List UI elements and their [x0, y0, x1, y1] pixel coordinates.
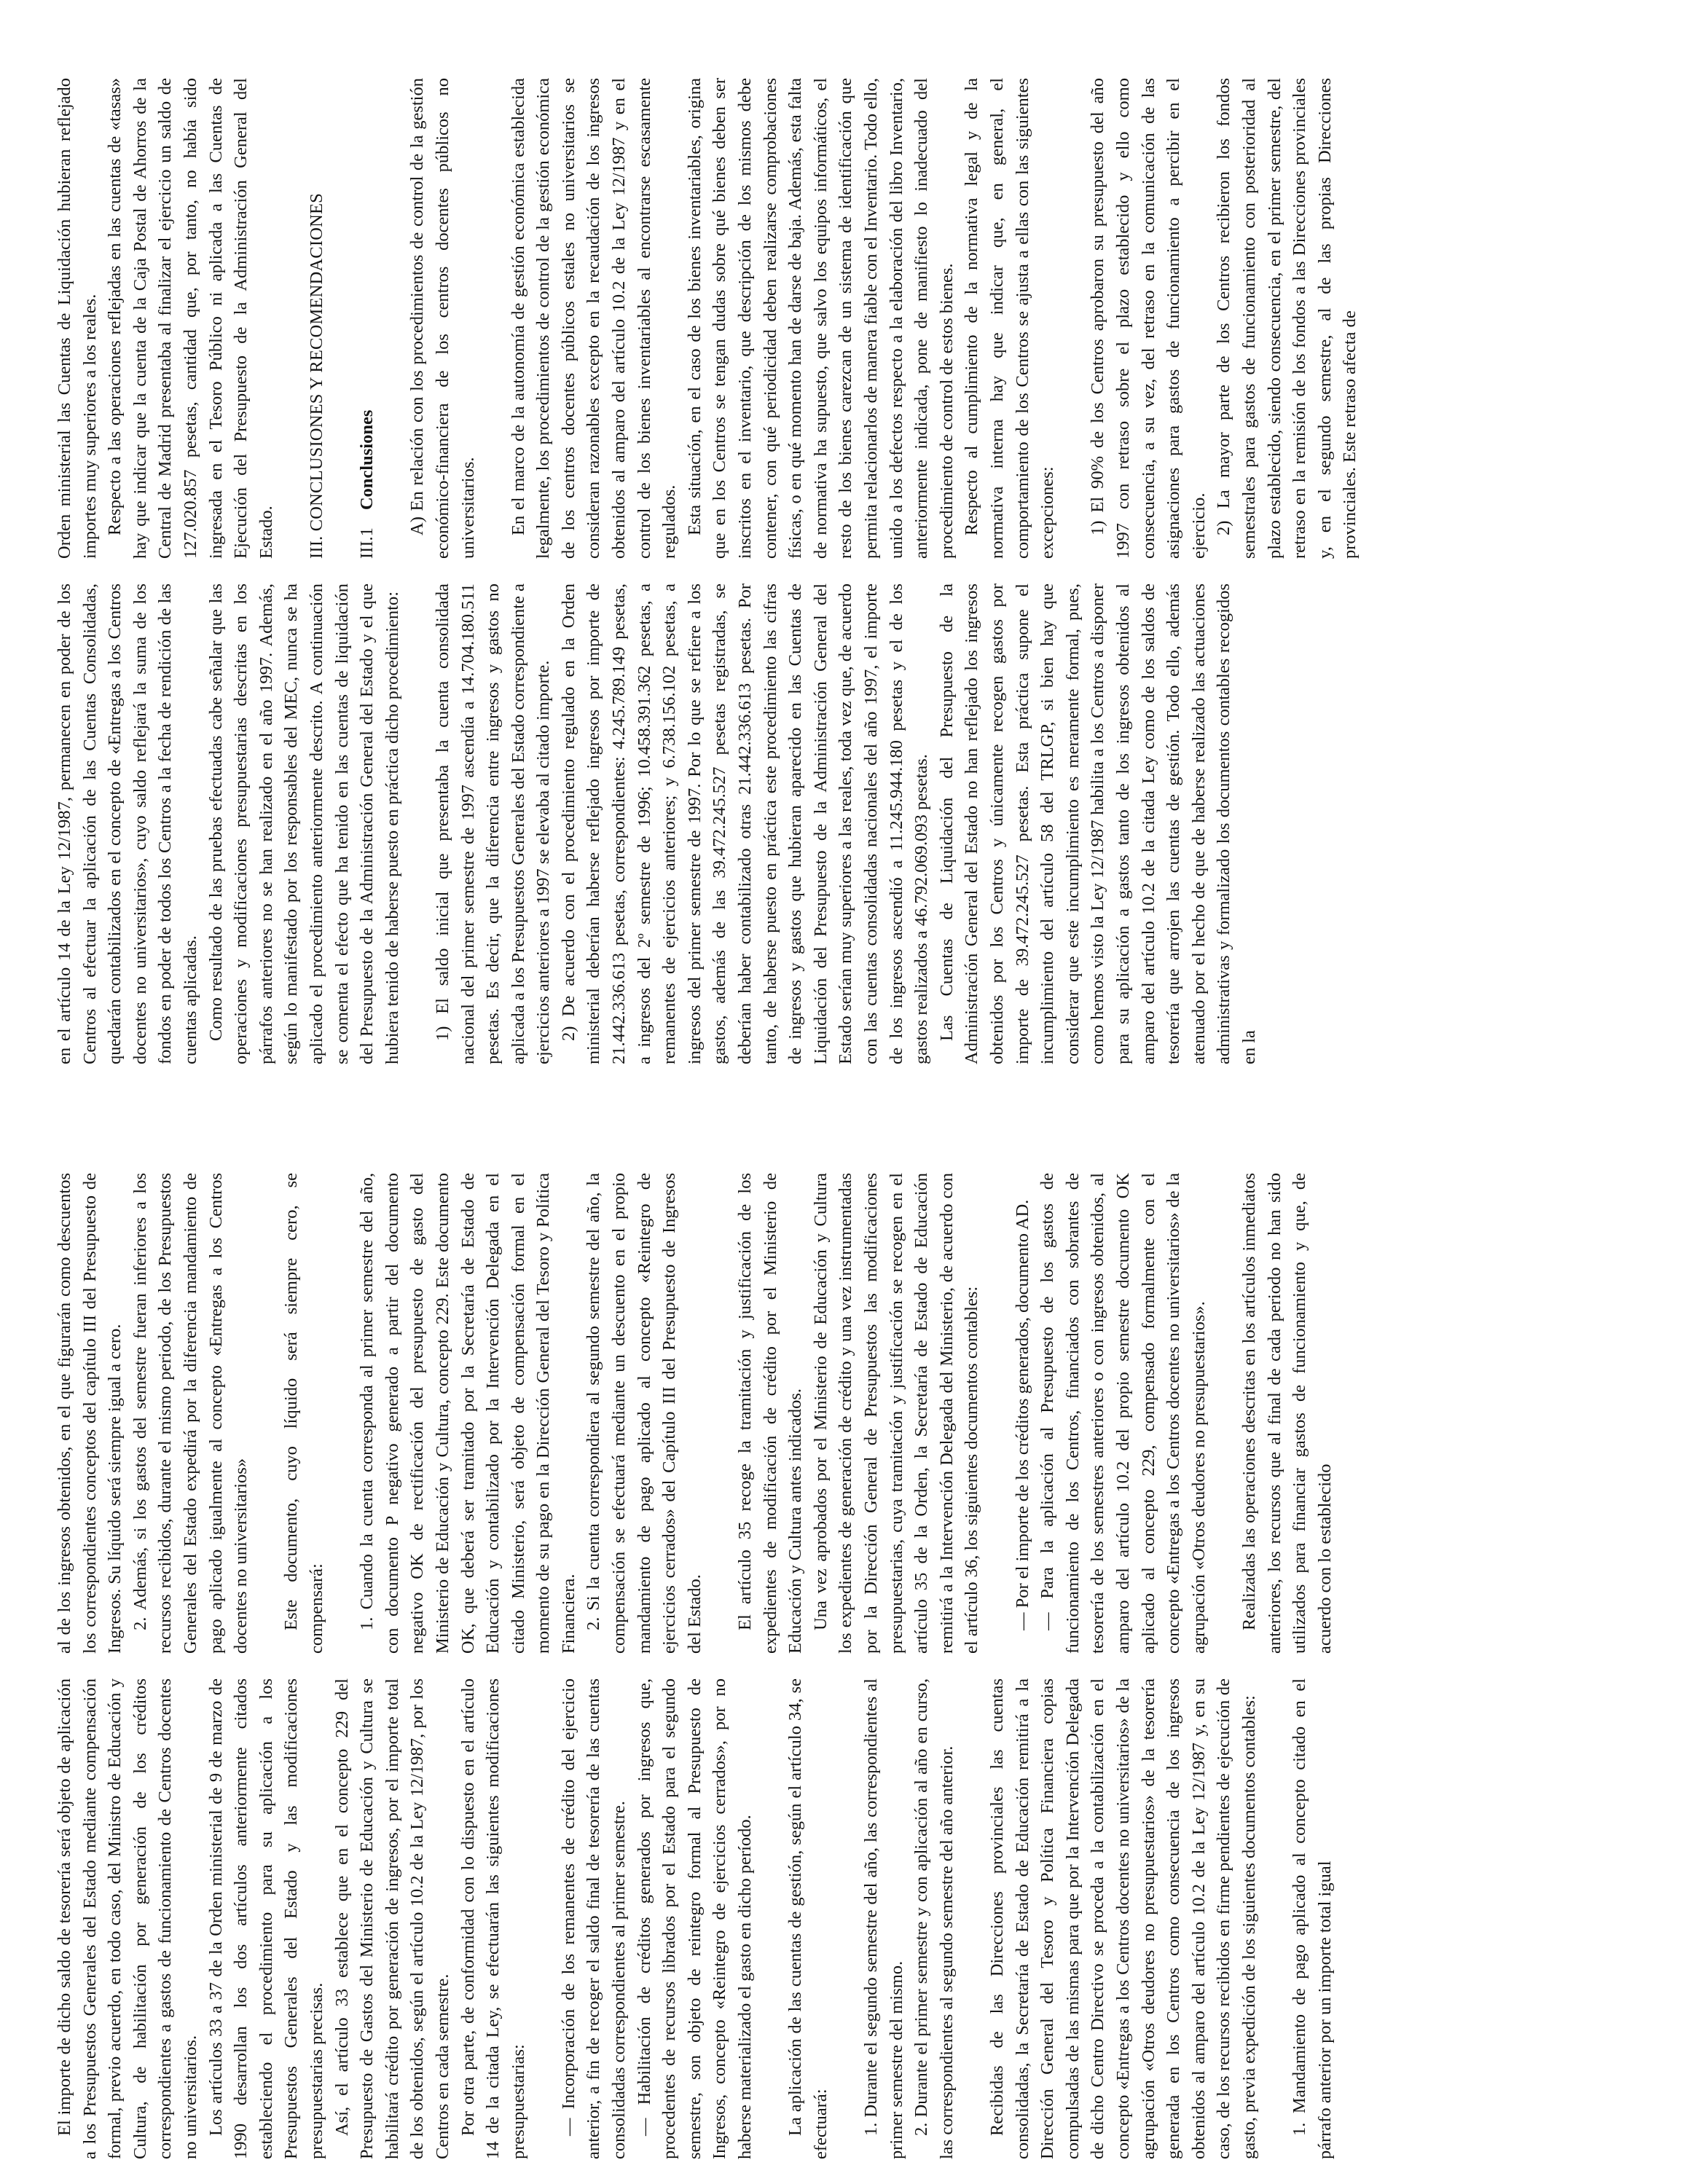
paragraph: La aplicación de las cuentas de gestión, según el artículo 34, se efectuará: [785, 1678, 831, 2159]
paragraph: — Para la aplicación al Presupuesto de los gastos de funcionamiento de los Centros, financiados con sobrantes de tesorería de los semestres anteriores o con ingresos obtenidos, al amparo del artículo 10.2 del propio semestre documento OK aplicado al concepto 229, compensado formalmente con el concepto «Entregas a los Centros docentes no universitarios» de la agrupación «Otros deudores no presupuestarios». [1037, 1173, 1209, 1654]
paragraph: 1) El saldo inicial que presentaba la cuenta consolidada nacional del primer semestre de 1997 ascendía a 14.704.180.511 pesetas. Es decir, que la diferencia entre ingresos y gastos no aplicada a los Presupuestos Generales del Estado correspondiente a ejercicios anteriores a 1997 se elevaba al citado importe. [432, 584, 554, 1064]
paragraph: 1. Mandamiento de pago aplicado al concepto citado en el párrafo anterior por un importe total igual [1290, 1678, 1335, 2159]
paragraph: Recibidas de las Direcciones provinciales las cuentas consolidadas, la Secretaría de Estado de Educación remitirá a la Dirección General del Tesoro y Política Financiera copias compulsadas de las mismas para que por la Intervención Delegada de dicho Centro Directivo se proceda a la contabilización en el concepto «Entregas a los Centros docentes no universitarios» de la agrupación «Otros deudores no presupuestarios» de la tesorería generada en los Centros como consecuencia de los ingresos obtenidos al amparo del artículo 10.2 de la Ley 12/1987 y, en su caso, de los recursos recibidos en firme pendientes de ejecución de gasto, previa expedición de los siguientes documentos contables: [986, 1678, 1259, 2159]
paragraph: al de los ingresos obtenidos, en el que figurarán como descuentos los correspondientes conceptos del capítulo III del Presupuesto de Ingresos. Su líquido será siempre igual a cero. [55, 1173, 125, 1654]
paragraph: 2. Durante el primer semestre y con aplicación al año en curso, las correspondientes al segundo semestre del año anterior. [911, 1678, 957, 2159]
paragraph: El artículo 35 recoge la tramitación y justificación de los expedientes de modificación de crédito por el Ministerio de Educación y Cultura antes indicados. [735, 1173, 806, 1654]
paragraph: — Incorporación de los remanentes de crédito del ejercicio anterior, a fin de recoger el saldo final de tesorería de las cuentas consolidadas correspondientes al primer semestre. [558, 1678, 629, 2159]
paragraph: A) En relación con los procedimientos de control de la gestión económico-financiera de los centros docentes públicos no universitarios. [407, 78, 478, 559]
paragraph: El importe de dicho saldo de tesorería será objeto de aplicación a los Presupuestos Generales del Estado mediante compensación formal, previo acuerdo, en todo caso, del Ministro de Educación y Cultura, de habilitación por generación de los créditos correspondientes a gastos de funcionamiento de Centros docentes no universitarios. [55, 1678, 200, 2159]
subsection-number: III.1 [357, 527, 377, 559]
paragraph: 2) La mayor parte de los Centros recibieron los fondos semestrales para gastos de funcionamiento con posterioridad al plazo establecido, siendo consecuencia, en el primer semestre, del retraso en la remisión de los fondos a las Direcciones provinciales y, en el segundo semestre, al de las propias Direcciones provinciales. Este retraso afecta de [1214, 78, 1360, 559]
paragraph: — Habilitación de créditos generados por ingresos que, procedentes de recursos librados por el Estado para el segundo semestre, son objeto de reintegro formal al Presupuesto de Ingresos, concepto «Reintegro de ejercicios cerrados», por no haberse materializado el gasto en dicho período. [634, 1678, 756, 2159]
paragraph: 2. Si la cuenta correspondiera al segundo semestre del año, la compensación se efectuará mediante un descuento en el propio mandamiento de pago aplicado al concepto «Reintegro de ejercicios cerrados» del Capítulo III del Presupuesto de Ingresos del Estado. [584, 1173, 705, 1654]
subsection-title: Conclusiones [357, 409, 377, 511]
paragraph: Este documento, cuyo líquido será siempre cero, se compensará: [281, 1173, 326, 1654]
text-column-1 [52, 1678, 1639, 2159]
paragraph: 1) El 90% de los Centros aprobaron su presupuesto del año 1997 con retraso sobre el plazo establecido y ello como consecuencia, a su vez, del retraso en la comunicación de las asignaciones para gastos de funcionamiento a percibir en el ejercicio. [1088, 78, 1209, 559]
paragraph: Los artículos 33 a 37 de la Orden ministerial de 9 de marzo de 1990 desarrollan los dos artículos anteriormente citados estableciendo el procedimiento para su aplicación a los Presupuestos Generales del Estado y las modificaciones presupuestarias precisas. [205, 1678, 326, 2159]
paragraph: 2) De acuerdo con el procedimiento regulado en la Orden ministerial deberían haberse reflejado ingresos por importe de 21.442.336.613 pesetas, correspondientes: 4.245.789.149 pesetas, a ingresos del 2º semestre de 1996; 10.458.391.362 pesetas, a remanentes de ejercicios anteriores; y 6.738.156.102 pesetas, a ingresos del primer semestre de 1997. Por lo que se refiere a los gastos, además de las 39.472.245.527 pesetas registradas, se deberían haber contabilizado otras 21.442.336.613 pesetas. Por tanto, de haberse puesto en práctica este procedimiento las cifras de ingresos y gastos que hubieran aparecido en las Cuentas de Liquidación del Presupuesto de la Administración General del Estado serían muy superiores a las reales, toda vez que, de acuerdo con las cuentas consolidadas nacionales del año 1997, el importe de los ingresos ascendió a 11.245.944.180 pesetas y el de los gastos realizados a 46.792.069.093 pesetas. [558, 584, 932, 1064]
paragraph: — Por el importe de los créditos generados, documento AD. [1012, 1199, 1032, 1630]
text-column-4 [52, 78, 1639, 559]
paragraph: Así, el artículo 33 establece que en el concepto 229 del Presupuesto de Gastos del Ministerio de Educación y Cultura se habilitará crédito por generación de ingresos, por el importe total de los obtenidos, según el artículo 10.2 de la Ley 12/1987, por los Centros en cada semestre. [332, 1678, 452, 2159]
paragraph: en el artículo 14 de la Ley 12/1987, permanecen en poder de los Centros al efectuar la aplicación de las Cuentas Consolidadas, quedarán contabilizados en el concepto de «Entregas a los Centros docentes no universitarios», cuyo saldo reflejará la suma de los fondos en poder de todos los Centros a la fecha de rendición de las cuentas aplicadas. [55, 584, 200, 1064]
paragraph: 2. Además, si los gastos del semestre fueran inferiores a los recursos recibidos, durante el mismo periodo, de los Presupuestos Generales del Estado expedirá por la diferencia mandamiento de pago aplicado igualmente al concepto «Entregas a los Centros docentes no universitarios» [130, 1173, 251, 1654]
text-column-3 [52, 584, 1639, 1064]
paragraph: Esta situación, en el caso de los bienes inventariables, origina que en los Centros se tengan dudas sobre qué bienes deben ser inscritos en el inventario, que descripción de los mismos debe contener, con qué periodicidad deben realizarse comprobaciones físicas, o en qué momento han de darse de baja. Además, esta falta de normativa ha supuesto, que salvo los equipos informáticos, el resto de los bienes carezcan de un sistema de identificación que permita relacionarlos de manera fiable con el Inventario. Todo ello, unido a los defectos respecto a la elaboración del libro Inventario, anteriormente indicada, pone de manifiesto lo inadecuado del procedimiento de control de estos bienes. [684, 78, 957, 559]
subsection-heading [355, 78, 380, 559]
paragraph: Como resultado de las pruebas efectuadas cabe señalar que las operaciones y modificaciones presupuestarias descritas en los párrafos anteriores no se han realizado en el año 1997. Además, según lo manifestado por los responsables del MEC, nunca se ha aplicado el procedimiento anteriormente descrito. A continuación se comenta el efecto que ha tenido en las cuentas de liquidación del Presupuesto de la Administración General del Estado y el que hubiera tenido de haberse puesto en práctica dicho procedimiento: [205, 584, 402, 1064]
paragraph: Por otra parte, de conformidad con lo dispuesto en el artículo 14 de la citada Ley, se efectuarán las siguientes modificaciones presupuestarias: [458, 1678, 528, 2159]
paragraph: 1. Durante el segundo semestre del año, las correspondientes al primer semestre del mismo. [861, 1678, 906, 2159]
left-page [0, 1092, 1683, 2184]
paragraph: Respecto al cumplimiento de la normativa legal y de la normativa interna hay que indicar que, en general, el comportamiento de los Centros se ajusta a ellas con las siguientes excepciones: [962, 78, 1058, 559]
paragraph: En el marco de la autonomía de gestión económica establecida legalmente, los procedimientos de control de la gestión económica de los centros docentes públicos estales no universitarios se consideran razonables excepto en la recaudación de los ingresos obtenidos al amparo del artículo 10.2 de la Ley 12/1987 y en el control de los bienes inventariables al encontrarse escasamente regulados. [508, 78, 680, 559]
paragraph: Orden ministerial las Cuentas de Liquidación hubieran reflejado importes muy superiores a los reales. [55, 78, 100, 559]
section-heading: III. CONCLUSIONES Y RECOMENDACIONES [306, 193, 326, 559]
paragraph: Respecto a las operaciones reflejadas en las cuentas de «tasas» hay que indicar que la cuenta de la Caja Postal de Ahorros de la Central de Madrid presentaba al finalizar el ejercicio un saldo de 127.020.857 pesetas, cantidad que, por tanto, no había sido ingresada en el Tesoro Público ni aplicada a las Cuentas de Ejecución del Presupuesto de la Administración General del Estado. [105, 78, 276, 559]
paragraph: 1. Cuando la cuenta corresponda al primer semestre del año, con documento P negativo generado a partir del documento negativo OK de rectificación del presupuesto de gasto del Ministerio de Educación y Cultura, concepto 229. Este documento OK, que deberá ser tramitado por la Secretaría de Estado de Educación y contabilizado por la Intervención Delegada en el citado Ministerio, será objeto de compensación formal en el momento de su pago en la Dirección General del Tesoro y Política Financiera. [357, 1173, 578, 1654]
paragraph: Las Cuentas de Liquidación del Presupuesto de la Administración General del Estado no han reflejado los ingresos obtenidos por los Centros y únicamente recogen gastos por importe de 39.472.245.527 pesetas. Esta práctica supone el incumplimiento del artículo 58 del TRLGP, si bien hay que considerar que este incumplimiento es meramente formal, pues, como hemos visto la Ley 12/1987 habilita a los Centros a disponer para su aplicación a gastos tanto de los ingresos obtenidos al amparo del artículo 10.2 de la citada Ley como de los saldos de tesorería que arrojen las cuentas de gestión. Todo ello, además atenuado por el hecho de que de haberse realizado las actuaciones administrativas y formalizado los documentos contables recogidos en la [936, 584, 1259, 1064]
paragraph: Realizadas las operaciones descritas en los artículos inmediatos anteriores, los recursos que al final de cada periodo no han sido utilizados para financiar gastos de funcionamiento y que, de acuerdo con lo establecido [1239, 1173, 1335, 1654]
text-column-2 [52, 1173, 1639, 1654]
paragraph: Una vez aprobados por el Ministerio de Educación y Cultura los expedientes de generación de crédito y una vez instrumentadas por la Dirección General de Presupuestos las modificaciones presupuestarias, cuya tramitación y justificación se recogen en el artículo 35 de la Orden, la Secretaría de Estado de Educación remitirá a la Intervención Delegada del Ministerio, de acuerdo con el artículo 36, los siguientes documentos contables: [810, 1173, 982, 1654]
